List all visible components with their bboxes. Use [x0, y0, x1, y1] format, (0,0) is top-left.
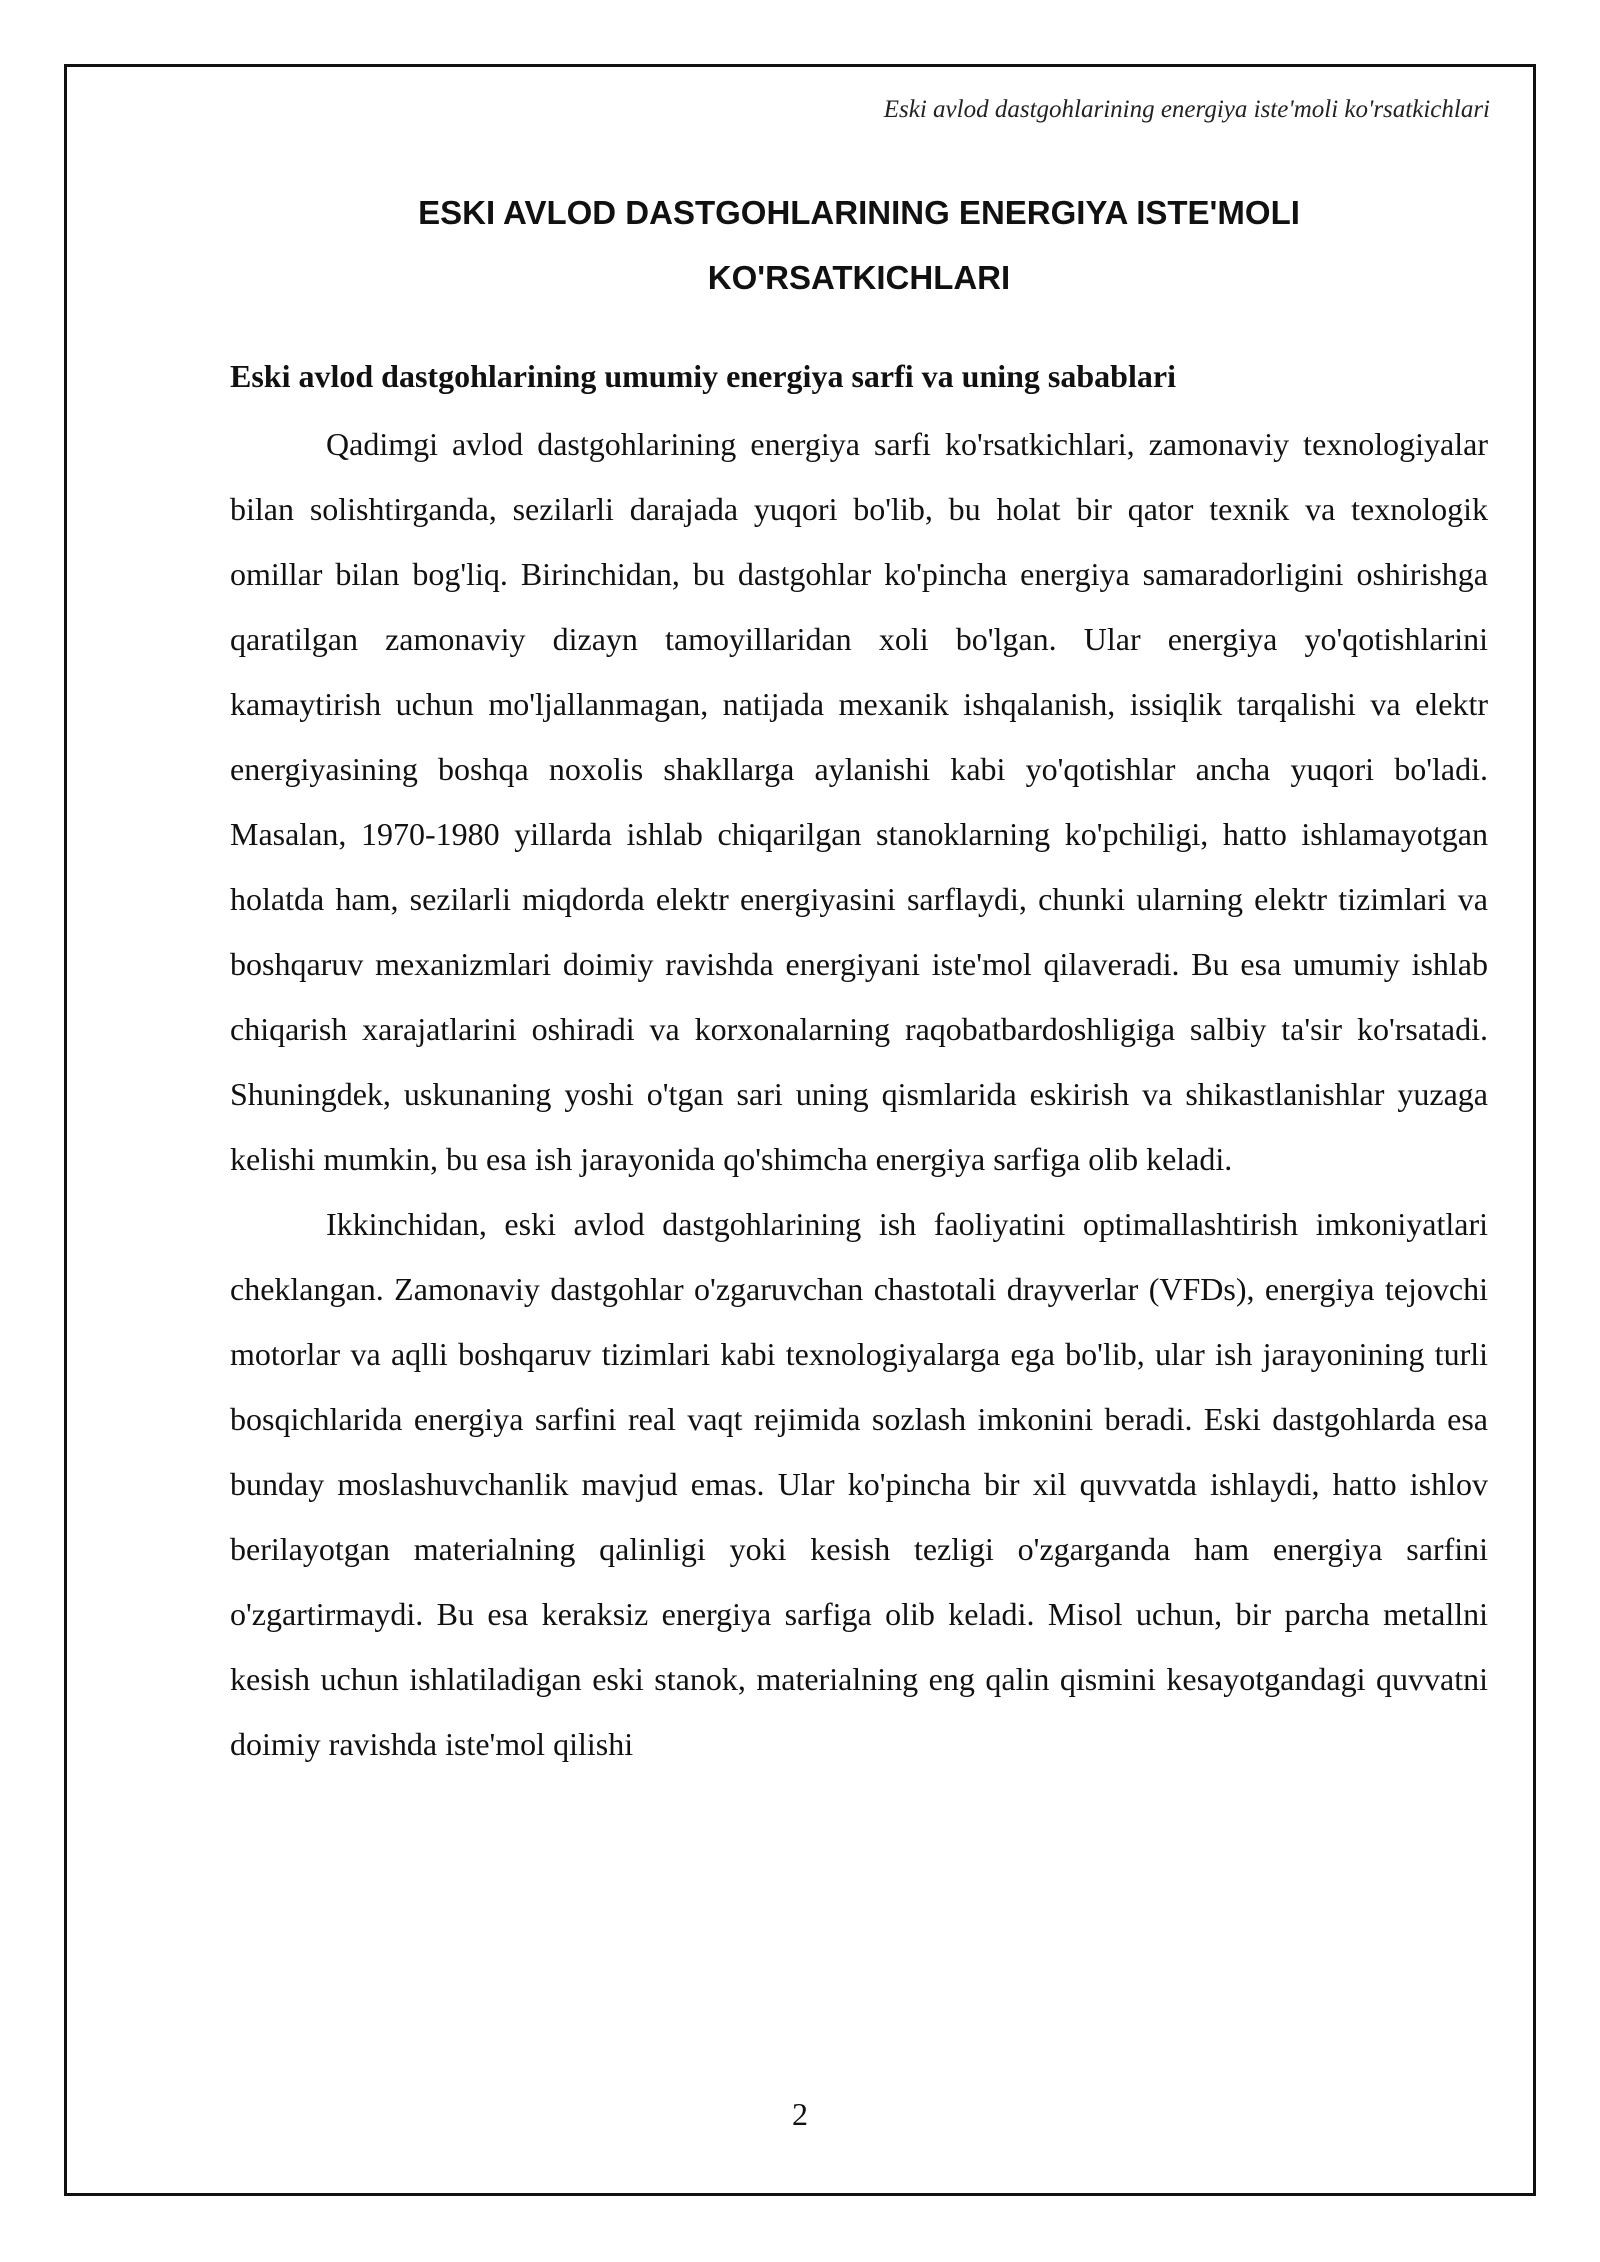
paragraph-2: Ikkinchidan, eski avlod dastgohlarining ish faoliyatini optimallashtirish imkoniyatlari cheklangan. Zamonaviy dastgohlar o'zgaruvchan chastotali drayverlar (VFDs), energiya tejovchi motorlar va aqlli boshqaruv tizimlari kabi texnologiyalarga ega bo'lib, ular ish jarayonining turli bosqichlarida energiya sarfini real vaqt rejimida sozlash imkonini beradi. Eski dastgohlarda esa bunday moslashuvchanlik mavjud emas. Ular ko'pincha bir xil quvvatda ishlaydi, hatto ishlov berilayotgan materialning qalinligi yoki kesish tezligi o'zgarganda ham energiya sarfini o'zgartirmaydi. Bu esa keraksiz energiya sarfiga olib keladi. Misol uchun, bir parcha metallni kesish uchun ishlatiladigan eski stanok, materialning eng qalin qismini kesayotgandagi quvvatni doimiy ravishda iste'mol qilishi [230, 1206, 1488, 1762]
running-header: Eski avlod dastgohlarining energiya iste'moli ko'rsatkichlari [883, 96, 1490, 123]
section-heading: Eski avlod dastgohlarining umumiy energiya sarfi va uning sabablari [230, 358, 1176, 394]
document-title-line-2: KO'RSATKICHLARI [707, 259, 1011, 296]
document-body [230, 180, 1488, 1777]
paragraph-1: Qadimgi avlod dastgohlarining energiya sarfi ko'rsatkichlari, zamonaviy texnologiyalar bilan solishtirganda, sezilarli darajada yuqori bo'lib, bu holat bir qator texnik va texnologik omillar bilan bog'liq. Birinchidan, bu dastgohlar ko'pincha energiya samaradorligini oshirishga qaratilgan zamonaviy dizayn tamoyillaridan xoli bo'lgan. Ular energiya yo'qotishlarini kamaytirish uchun mo'ljallanmagan, natijada mexanik ishqalanish, issiqlik tarqalishi va elektr energiyasining boshqa noxolis shakllarga aylanishi kabi yo'qotishlar ancha yuqori bo'ladi. Masalan, 1970-1980 yillarda ishlab chiqarilgan stanoklarning ko'pchiligi, hatto ishlamayotgan holatda ham, sezilarli miqdorda elektr energiyasini sarflaydi, chunki ularning elektr tizimlari va boshqaruv mexanizmlari doimiy ravishda energiyani iste'mol qilaveradi. Bu esa umumiy ishlab chiqarish xarajatlarini oshiradi va korxonalarning raqobatbardoshligiga salbiy ta'sir ko'rsatadi. Shuningdek, uskunaning yoshi o'tgan sari uning qismlarida eskirish va shikastlanishlar yuzaga kelishi mumkin, bu esa ish jarayonida qo'shimcha energiya sarfiga olib keladi. [230, 426, 1488, 1177]
page-number: 2 [792, 2096, 808, 2132]
document-title-line-1: ESKI AVLOD DASTGOHLARINING ENERGIYA ISTE'MOLI [418, 194, 1300, 231]
document-title [230, 180, 1488, 310]
